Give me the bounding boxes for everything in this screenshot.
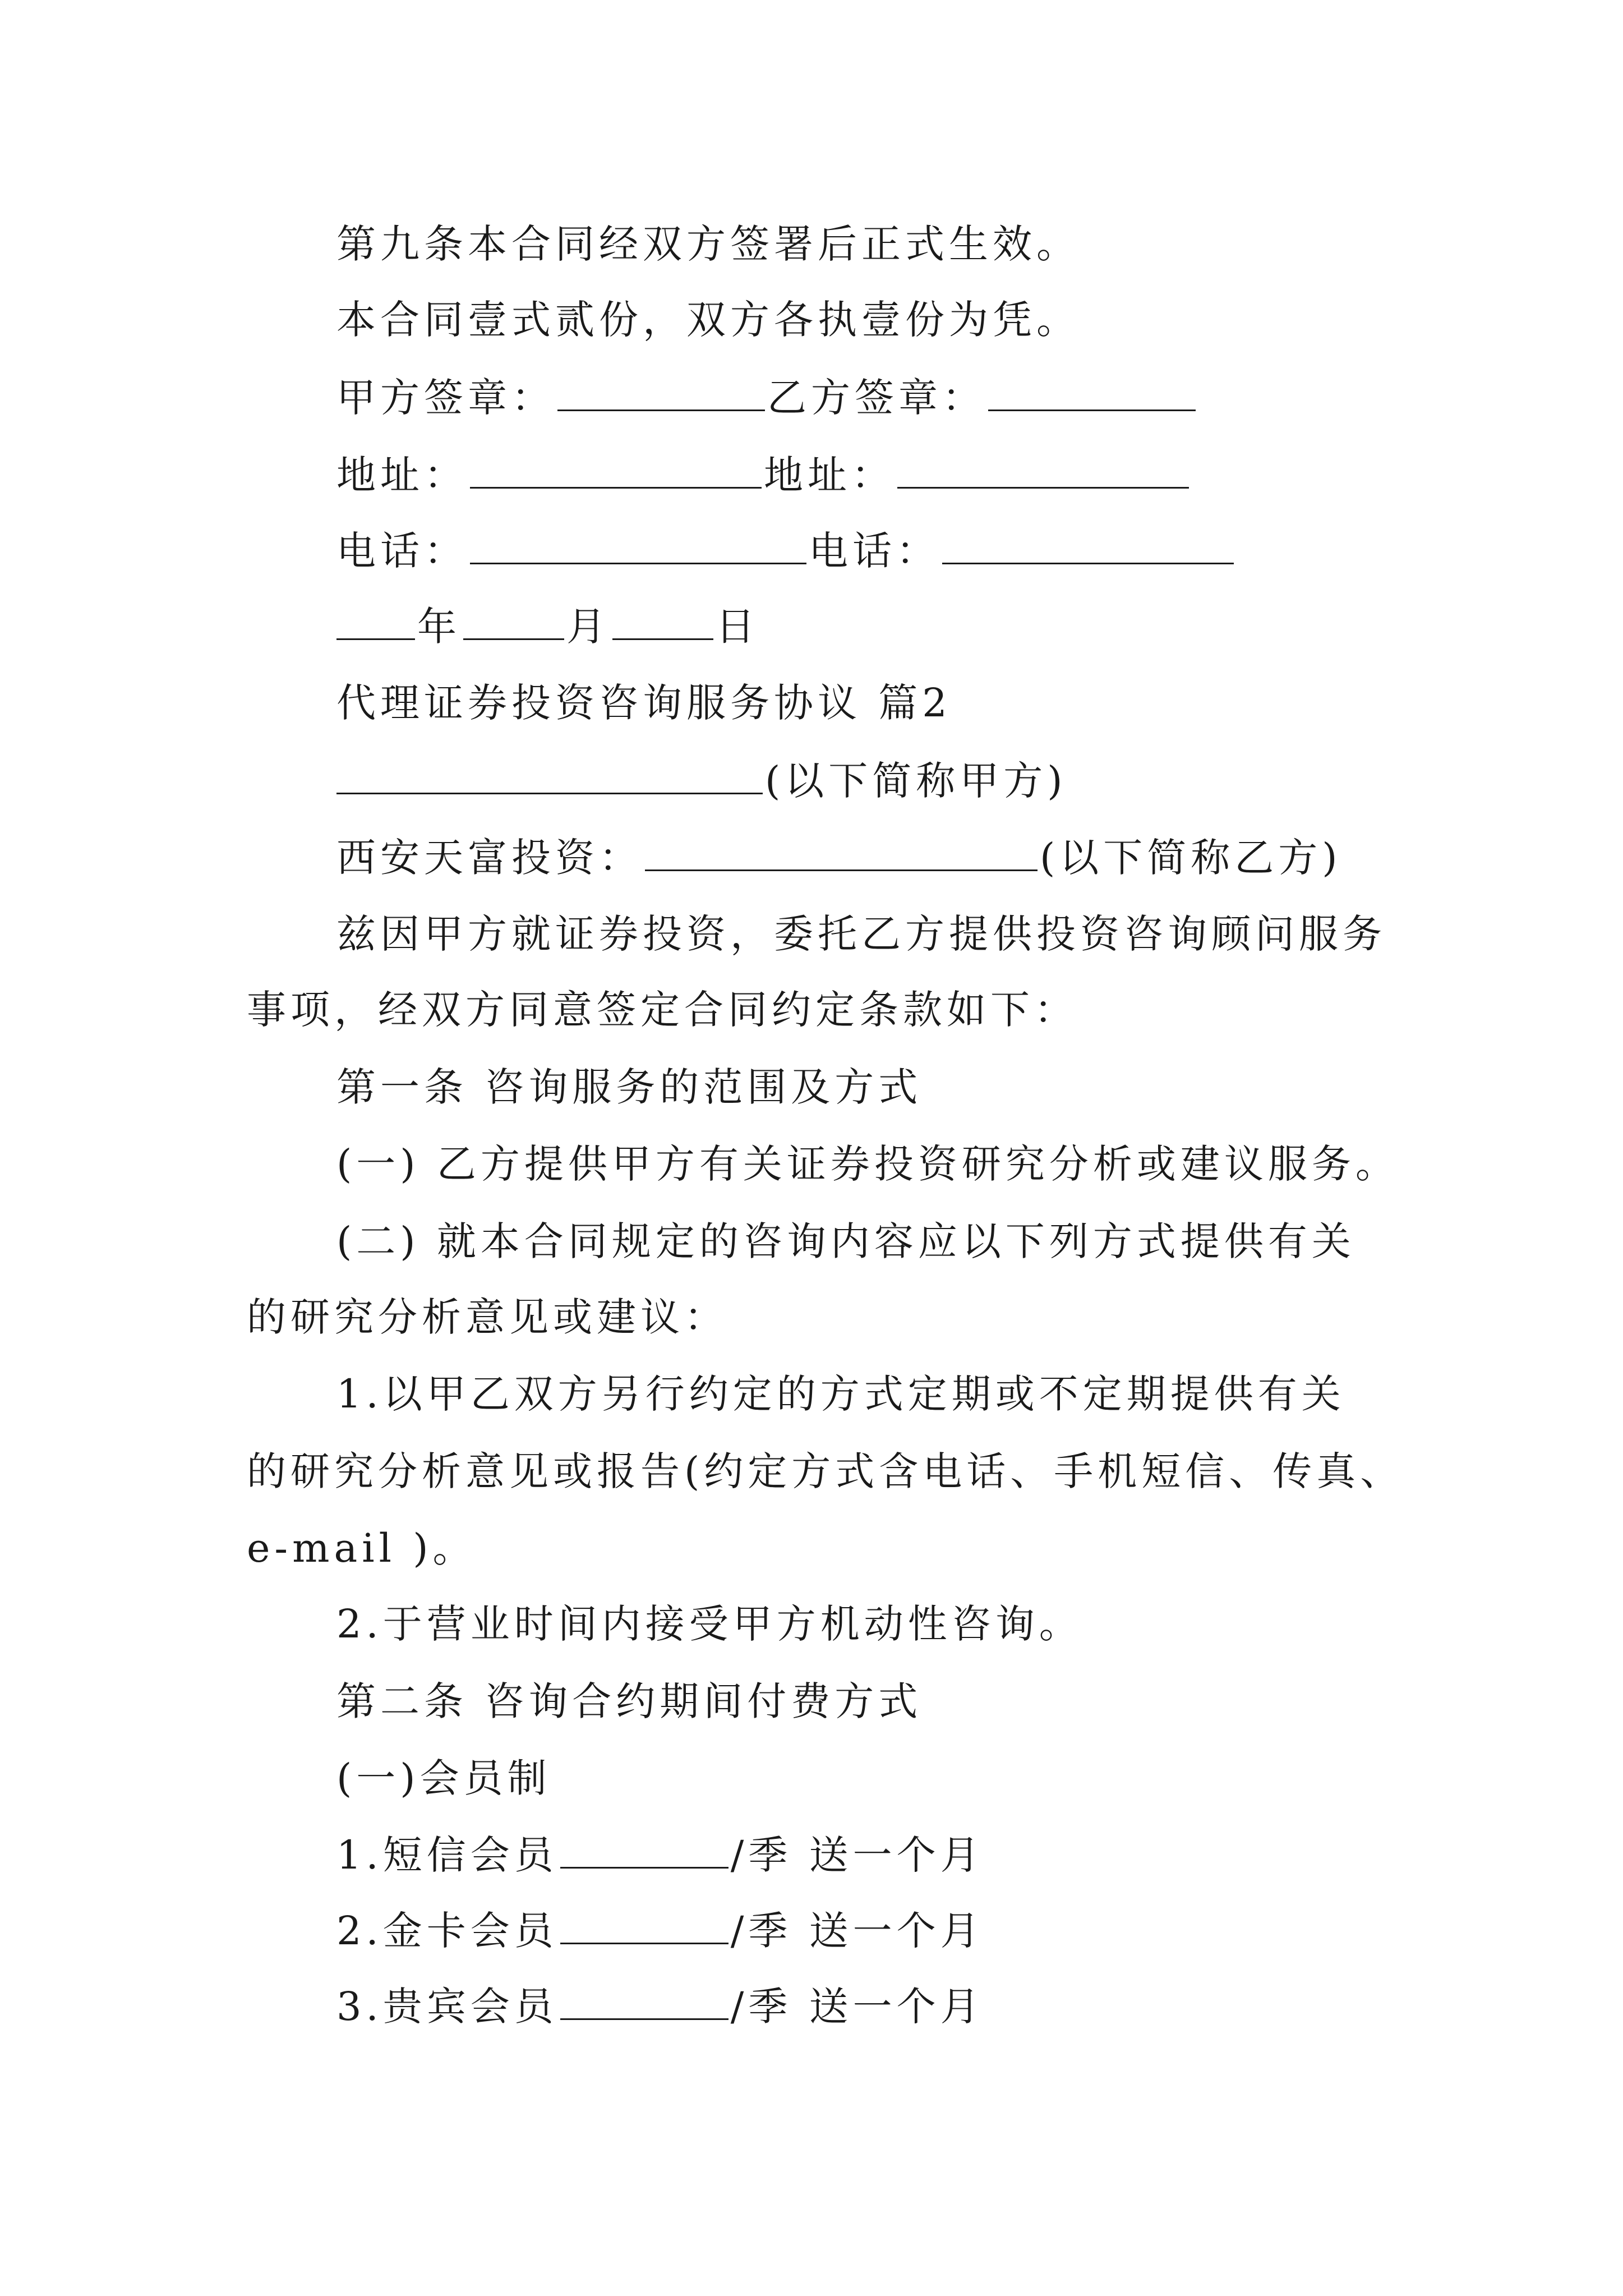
membership-vip-label: 3.贵宾会员 [336,1984,558,2030]
article-2-heading: 第二条 咨询合约期间付费方式 [336,1678,923,1724]
article-1-heading: 第一条 咨询服务的范围及方式 [336,1064,923,1110]
month-label: 月 [566,604,610,650]
day-blank [612,606,713,640]
membership-sms [336,1832,984,1878]
membership-sms-suffix: /季 送一个月 [730,1832,984,1878]
membership-vip-suffix: /季 送一个月 [730,1984,984,2030]
party-a-address-label: 地址： [336,452,468,498]
membership-gold-suffix: /季 送一个月 [730,1908,984,1954]
section-title-2: 代理证券投资咨询服务协议 篇2 [336,680,952,726]
address-row [336,452,1191,498]
party-a-signature-blank [557,377,765,411]
phone-row [336,528,1236,574]
copies-clause: 本合同壹式贰份，双方各执壹份为凭。 [336,297,1080,343]
article-1-clause-2-line-2: 的研究分析意见或建议： [247,1294,728,1340]
party-b-phone-label: 电话： [809,528,940,574]
year-blank [336,606,415,640]
party-a-row [336,758,1067,804]
month-blank [463,606,564,640]
party-b-name-blank [645,837,1038,871]
party-b-signature-blank [988,377,1196,411]
article-2-clause-1: (一)会员制 [336,1755,551,1801]
party-b-address-label: 地址： [764,452,895,498]
party-a-phone-label: 电话： [336,528,468,574]
membership-gold-blank [560,1910,728,1944]
membership-vip-blank [560,1986,728,2020]
party-a-address-blank [470,454,762,489]
day-label: 日 [716,604,759,650]
membership-sms-label: 1.短信会员 [336,1832,558,1878]
item-1-line-1: 1.以甲乙双方另行约定的方式定期或不定期提供有关 [336,1371,1345,1417]
article-9: 第九条本合同经双方签署后正式生效。 [336,221,1080,267]
party-b-abbrev: (以下简称乙方) [1040,835,1342,881]
year-label: 年 [417,604,461,650]
party-b-row [336,835,1342,881]
article-1-clause-2-line-1: (二) 就本合同规定的咨询内容应以下列方式提供有关 [336,1218,1355,1264]
party-a-name-blank [336,760,763,794]
party-a-signature-label: 甲方签章： [336,375,555,421]
article-1-clause-1: (一) 乙方提供甲方有关证券投资研究分析或建议服务。 [336,1141,1399,1187]
party-b-signature-label: 乙方签章： [767,375,986,421]
signature-row [336,375,1198,421]
item-2: 2.于营业时间内接受甲方机动性咨询。 [336,1601,1083,1647]
party-b-phone-blank [942,530,1234,564]
party-b-address-blank [897,454,1189,489]
item-1-line-3: e-mail )。 [247,1525,477,1571]
intro-line-2: 事项，经双方同意签定合同约定条款如下： [247,987,1078,1033]
party-b-name: 西安天富投资： [336,835,643,881]
membership-gold-label: 2.金卡会员 [336,1908,558,1954]
item-1-line-2: 的研究分析意见或报告(约定方式含电话、手机短信、传真、 [247,1448,1404,1494]
membership-sms-blank [560,1834,728,1869]
membership-gold [336,1908,984,1954]
party-a-abbrev: (以下简称甲方) [765,758,1067,804]
date-row [336,604,759,650]
membership-vip [336,1984,984,2030]
party-a-phone-blank [470,530,806,564]
intro-line-1: 兹因甲方就证券投资，委托乙方提供投资咨询顾问服务 [336,911,1386,957]
